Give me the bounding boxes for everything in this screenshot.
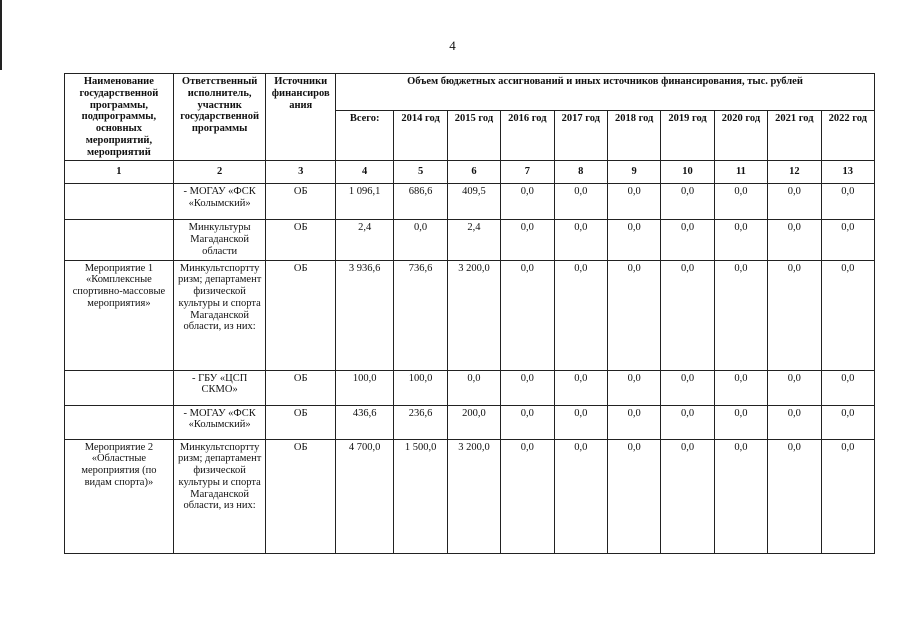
- table-row: [65, 220, 875, 260]
- header-total: Всего:: [335, 111, 393, 161]
- table-row: [65, 260, 875, 370]
- funding-source-cell: ОБ: [266, 370, 336, 405]
- year-value-cell: 0,0: [661, 220, 714, 260]
- year-value-cell: 0,0: [821, 370, 874, 405]
- year-value-cell: 3 200,0: [447, 439, 500, 553]
- table-row: [65, 184, 875, 220]
- budget-table: [64, 73, 875, 554]
- table-row: [65, 405, 875, 439]
- year-value-cell: 0,0: [501, 184, 554, 220]
- program-name-cell: Мероприятие 1 «Комплексные спортивно-массовые мероприятия»: [65, 260, 174, 370]
- year-value-cell: 100,0: [394, 370, 447, 405]
- year-value-cell: 0,0: [607, 260, 660, 370]
- year-value-cell: 0,0: [714, 439, 767, 553]
- program-name-cell: [65, 370, 174, 405]
- year-value-cell: 0,0: [501, 370, 554, 405]
- column-number: 2: [173, 161, 266, 184]
- year-value-cell: 0,0: [607, 220, 660, 260]
- year-value-cell: 0,0: [661, 370, 714, 405]
- column-number: 12: [768, 161, 821, 184]
- year-value-cell: 0,0: [501, 260, 554, 370]
- year-value-cell: 0,0: [554, 184, 607, 220]
- year-value-cell: 0,0: [768, 260, 821, 370]
- year-value-cell: 0,0: [607, 370, 660, 405]
- program-name-cell: [65, 405, 174, 439]
- executor-cell: - МОГАУ «ФСК «Колымский»: [173, 184, 266, 220]
- column-numbers-row: [65, 161, 875, 184]
- page-number: 4: [449, 38, 456, 53]
- header-year: 2014 год: [394, 111, 447, 161]
- header-year: 2021 год: [768, 111, 821, 161]
- program-name-cell: [65, 220, 174, 260]
- header-executor: Ответственный исполнитель, участник государственной программы: [173, 74, 266, 161]
- year-value-cell: 409,5: [447, 184, 500, 220]
- year-value-cell: 0,0: [607, 439, 660, 553]
- executor-cell: Минкультуры Магаданской области: [173, 220, 266, 260]
- header-year: 2016 год: [501, 111, 554, 161]
- column-number: 7: [501, 161, 554, 184]
- year-value-cell: 200,0: [447, 405, 500, 439]
- year-value-cell: 0,0: [714, 184, 767, 220]
- funding-source-cell: ОБ: [266, 220, 336, 260]
- total-value-cell: 3 936,6: [335, 260, 393, 370]
- year-value-cell: 0,0: [554, 405, 607, 439]
- year-value-cell: 0,0: [768, 370, 821, 405]
- funding-source-cell: ОБ: [266, 184, 336, 220]
- year-value-cell: 0,0: [768, 405, 821, 439]
- header-year: 2015 год: [447, 111, 500, 161]
- header-year: 2019 год: [661, 111, 714, 161]
- total-value-cell: 1 096,1: [335, 184, 393, 220]
- year-value-cell: 1 500,0: [394, 439, 447, 553]
- year-value-cell: 0,0: [554, 439, 607, 553]
- column-number: 11: [714, 161, 767, 184]
- year-value-cell: 0,0: [714, 370, 767, 405]
- year-value-cell: 0,0: [661, 405, 714, 439]
- year-value-cell: 0,0: [821, 405, 874, 439]
- table-row: [65, 370, 875, 405]
- header-name: Наименование государственной программы, подпрограммы, основных мероприятий, мероприятий: [65, 74, 174, 161]
- funding-source-cell: ОБ: [266, 439, 336, 553]
- year-value-cell: 0,0: [501, 220, 554, 260]
- year-value-cell: 0,0: [768, 184, 821, 220]
- year-value-cell: 0,0: [607, 405, 660, 439]
- year-value-cell: 0,0: [821, 439, 874, 553]
- year-value-cell: 0,0: [447, 370, 500, 405]
- column-number: 10: [661, 161, 714, 184]
- header-year: 2018 год: [607, 111, 660, 161]
- column-number: 1: [65, 161, 174, 184]
- total-value-cell: 436,6: [335, 405, 393, 439]
- year-value-cell: 0,0: [768, 220, 821, 260]
- year-value-cell: 0,0: [661, 439, 714, 553]
- table-row: [65, 439, 875, 553]
- year-value-cell: 686,6: [394, 184, 447, 220]
- year-value-cell: 0,0: [821, 184, 874, 220]
- year-value-cell: 0,0: [821, 220, 874, 260]
- year-value-cell: 0,0: [554, 370, 607, 405]
- total-value-cell: 4 700,0: [335, 439, 393, 553]
- year-value-cell: 0,0: [554, 220, 607, 260]
- header-year: 2020 год: [714, 111, 767, 161]
- header-group: Объем бюджетных ассигнований и иных источников финансирования, тыс. рублей: [335, 74, 874, 111]
- executor-cell: - МОГАУ «ФСК «Колымский»: [173, 405, 266, 439]
- year-value-cell: 0,0: [768, 439, 821, 553]
- column-number: 13: [821, 161, 874, 184]
- funding-source-cell: ОБ: [266, 260, 336, 370]
- year-value-cell: 0,0: [821, 260, 874, 370]
- column-number: 9: [607, 161, 660, 184]
- total-value-cell: 2,4: [335, 220, 393, 260]
- total-value-cell: 100,0: [335, 370, 393, 405]
- program-name-cell: Мероприятие 2 «Областные мероприятия (по видам спорта)»: [65, 439, 174, 553]
- year-value-cell: 0,0: [554, 260, 607, 370]
- year-value-cell: 0,0: [714, 220, 767, 260]
- year-value-cell: 736,6: [394, 260, 447, 370]
- column-number: 6: [447, 161, 500, 184]
- year-value-cell: 0,0: [714, 405, 767, 439]
- year-value-cell: 0,0: [661, 184, 714, 220]
- column-number: 4: [335, 161, 393, 184]
- column-number: 3: [266, 161, 336, 184]
- year-value-cell: 0,0: [714, 260, 767, 370]
- funding-source-cell: ОБ: [266, 405, 336, 439]
- program-name-cell: [65, 184, 174, 220]
- header-source: Источники финансиров ания: [266, 74, 336, 161]
- year-value-cell: 3 200,0: [447, 260, 500, 370]
- year-value-cell: 2,4: [447, 220, 500, 260]
- executor-cell: Минкультспортту ризм; департамент физической культуры и спорта Магаданской области, из них:: [173, 260, 266, 370]
- year-value-cell: 0,0: [501, 405, 554, 439]
- year-value-cell: 0,0: [394, 220, 447, 260]
- executor-cell: Минкультспортту ризм; департамент физической культуры и спорта Магаданской области, из них:: [173, 439, 266, 553]
- executor-cell: - ГБУ «ЦСП СКМО»: [173, 370, 266, 405]
- scan-edge-line: [0, 0, 2, 70]
- year-value-cell: 236,6: [394, 405, 447, 439]
- column-number: 5: [394, 161, 447, 184]
- year-value-cell: 0,0: [501, 439, 554, 553]
- year-value-cell: 0,0: [661, 260, 714, 370]
- header-year: 2022 год: [821, 111, 874, 161]
- column-number: 8: [554, 161, 607, 184]
- year-value-cell: 0,0: [607, 184, 660, 220]
- header-year: 2017 год: [554, 111, 607, 161]
